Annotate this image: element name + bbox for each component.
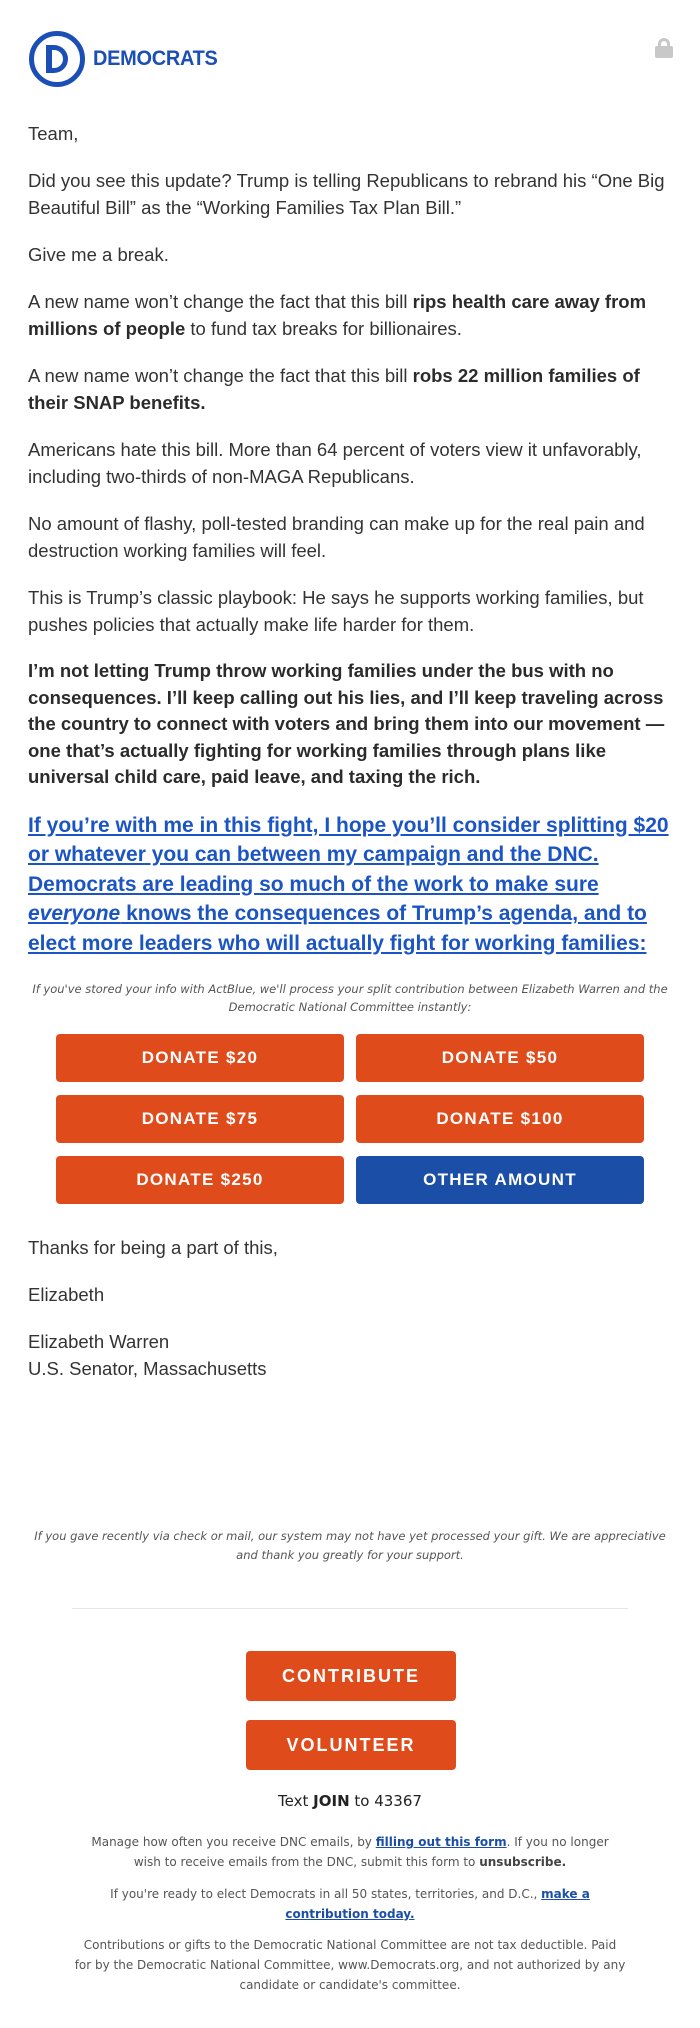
volunteer-button[interactable]: VOLUNTEER bbox=[246, 1720, 456, 1770]
paragraph-give-me-a-break: Give me a break. bbox=[28, 244, 169, 265]
greeting: Team, bbox=[28, 123, 79, 144]
signoff-full-name: Elizabeth Warren bbox=[28, 1331, 170, 1352]
manage-emails-text: Manage how often you receive DNC emails, by filling out this form. If you no longer wish to receive emails from the DNC, submit this form to unsubscribe. bbox=[91, 1835, 609, 1869]
text-keyword: JOIN bbox=[313, 1792, 350, 1810]
logo-text: DEMOCRATS bbox=[93, 47, 218, 70]
gift-processing-note: If you gave recently via check or mail, our system may not have yet processed your gift. We are appreciative and thank you greatly for your support. bbox=[34, 1529, 666, 1562]
paragraph-rebrand: Did you see this update? Trump is telling Republicans to rebrand his “One Big Beautiful Bill” as the “Working Families Tax Plan Bill.” bbox=[28, 170, 665, 218]
donate-button-grid bbox=[56, 1034, 700, 1204]
footer-divider bbox=[72, 1608, 628, 1609]
paragraph-health-care: A new name won’t change the fact that this bill rips health care away from millions of people to fund tax breaks for billionaires. bbox=[28, 291, 647, 339]
paragraph-commitment: I’m not letting Trump throw working families under the bus with no consequences. I’ll keep calling out his lies, and I’ll keep traveling across the country to connect with voters and bring them into our movement — one that’s actually fighting for working families through plans like universal child care, paid leave, and taxing the rich. bbox=[28, 660, 665, 787]
contribute-button[interactable]: CONTRIBUTE bbox=[246, 1651, 456, 1701]
democrats-logo[interactable] bbox=[29, 31, 224, 87]
email-header bbox=[0, 0, 700, 120]
lock-icon bbox=[655, 38, 673, 58]
paragraph-branding: No amount of flashy, poll-tested branding can make up for the real pain and destruction working families will feel. bbox=[28, 513, 645, 561]
donate-cta-link[interactable]: If you’re with me in this fight, I hope you’ll consider splitting $20 or whatever you can between my campaign and the DNC. Democrats are leading so much of the work to make sure everyone knows the consequences of Trump’s agenda, and to elect more leaders who will actually fight for working families: bbox=[28, 813, 669, 955]
actblue-disclaimer: If you've stored your info with ActBlue, we'll process your split contribution between Elizabeth Warren and the Democratic National Committee instantly: bbox=[32, 982, 668, 1014]
paragraph-snap: A new name won’t change the fact that this bill robs 22 million families of their SNAP benefits. bbox=[28, 365, 640, 413]
paragraph-polling: Americans hate this bill. More than 64 percent of voters view it unfavorably, including two-thirds of non-MAGA Republicans. bbox=[28, 439, 642, 487]
donate-75-button[interactable]: DONATE $75 bbox=[56, 1095, 344, 1143]
donate-50-button[interactable]: DONATE $50 bbox=[356, 1034, 644, 1082]
unsubscribe-text[interactable]: unsubscribe. bbox=[479, 1855, 567, 1869]
signoff-title: U.S. Senator, Massachusetts bbox=[28, 1358, 267, 1379]
donate-100-button[interactable]: DONATE $100 bbox=[356, 1095, 644, 1143]
paragraph-playbook: This is Trump’s classic playbook: He says he supports working families, but pushes policies that actually make life harder for them. bbox=[28, 587, 644, 635]
donate-250-button[interactable]: DONATE $250 bbox=[56, 1156, 344, 1204]
signoff bbox=[0, 1234, 700, 1382]
email-body bbox=[0, 120, 700, 958]
manage-form-link[interactable]: filling out this form bbox=[375, 1835, 507, 1849]
ready-to-elect-text: If you're ready to elect Democrats in all 50 states, territories, and D.C., make a contribution today. bbox=[110, 1887, 590, 1921]
donate-20-button[interactable]: DONATE $20 bbox=[56, 1034, 344, 1082]
legal-disclaimer: Contributions or gifts to the Democratic National Committee are not tax deductible. Paid for by the Democratic National Committee, www.Democrats.org, and not authorized by any candidate or candidate's committee. bbox=[74, 1938, 626, 1992]
thanks-line: Thanks for being a part of this, bbox=[28, 1237, 278, 1258]
other-amount-button[interactable]: OTHER AMOUNT bbox=[356, 1156, 644, 1204]
text-join-line: Text JOIN to 43367 bbox=[278, 1792, 422, 1810]
democrats-d-icon bbox=[29, 31, 85, 87]
contribution-link[interactable]: make a contribution today. bbox=[285, 1887, 590, 1921]
signoff-first-name: Elizabeth bbox=[28, 1284, 105, 1305]
